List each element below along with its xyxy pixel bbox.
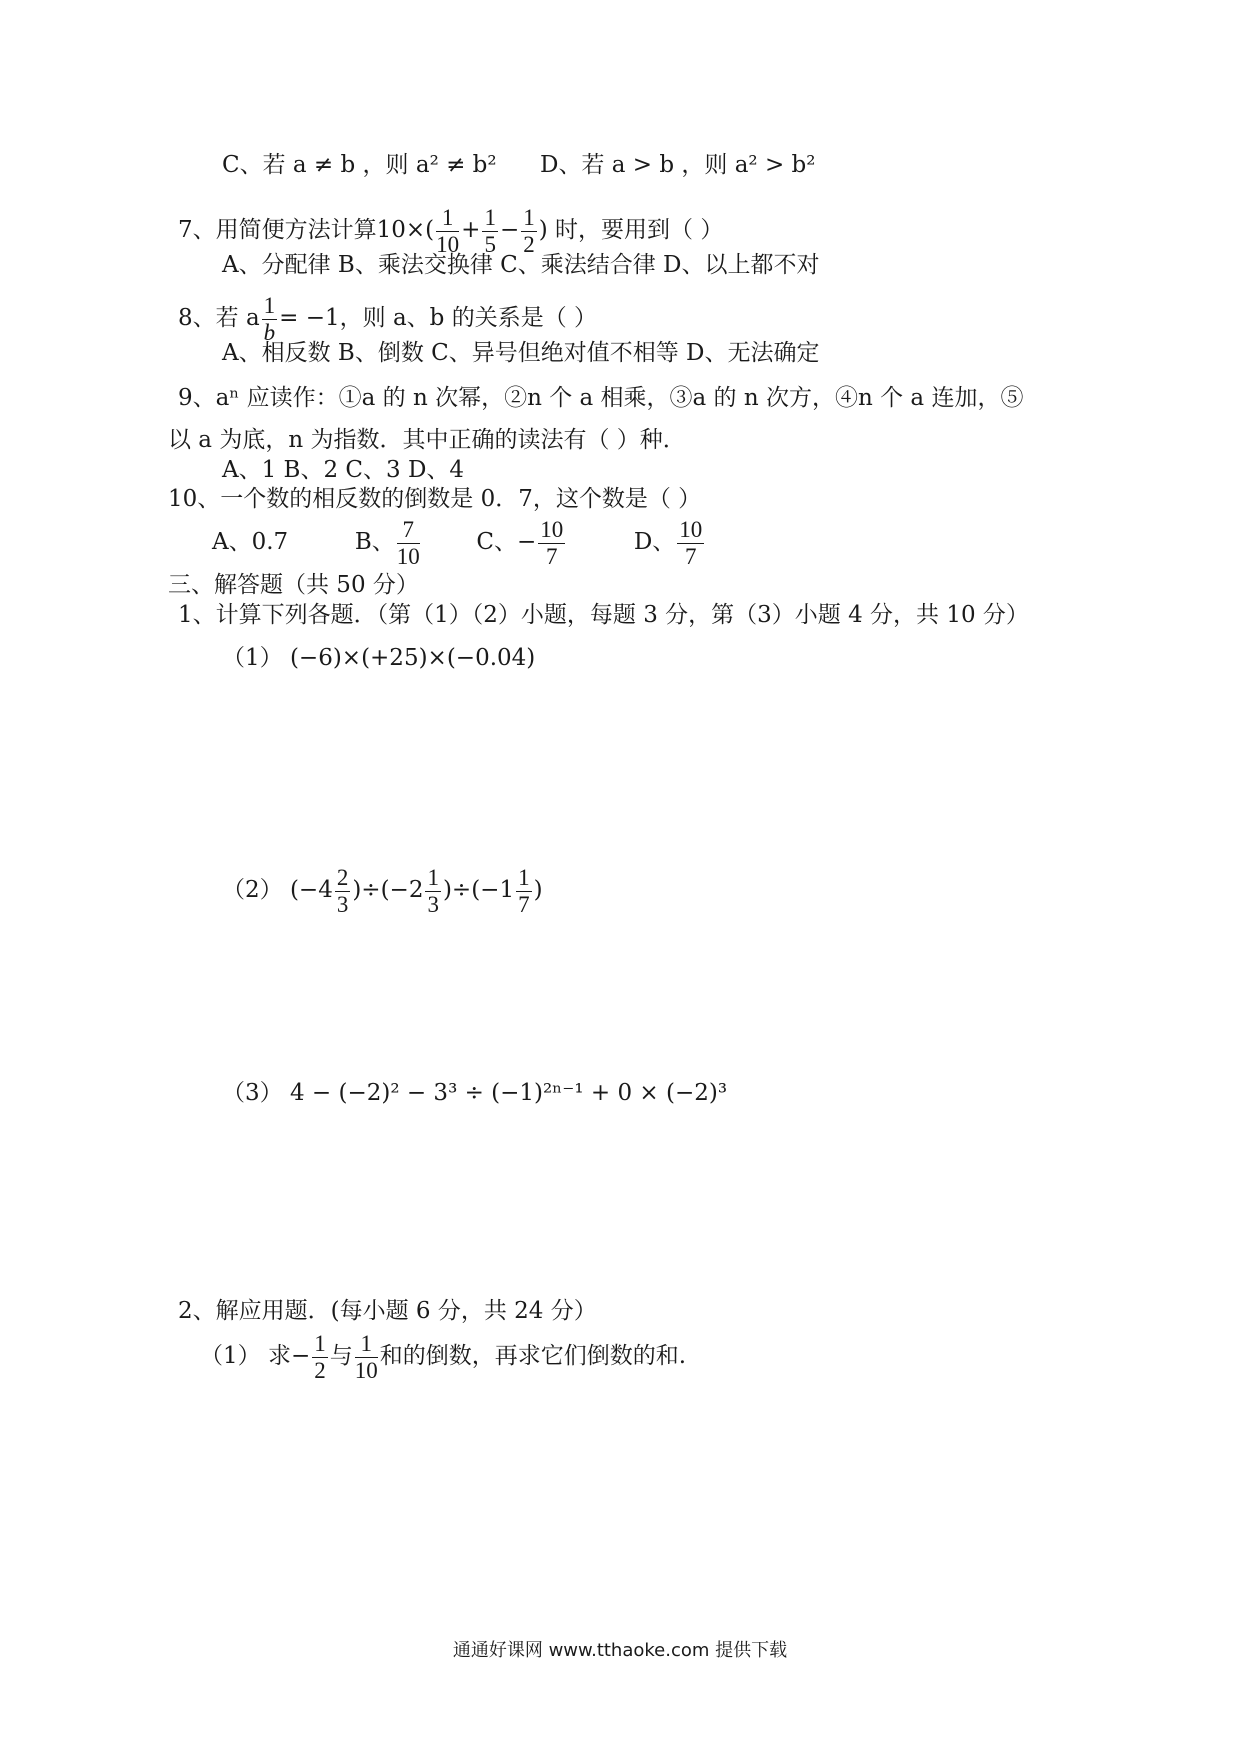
- q1-part3: （3） 4 − (−2)² − 3³ ÷ (−1)²ⁿ⁻¹ + 0 × (−2)³: [222, 1080, 728, 1106]
- q1-stem: 1、计算下列各题．（第（1）（2）小题，每题 3 分，第（3）小题 4 分，共 10 分）: [178, 602, 1029, 628]
- q1-part2-label: （2） (−4: [222, 877, 333, 903]
- q1-part2-frac-c: $\frac{1}{7}$: [518, 864, 530, 917]
- q8-frac: $\frac{1}{b}$: [263, 292, 276, 345]
- q1-part2-mid1: )÷(−2: [352, 877, 424, 903]
- q8-prefix: 8、若 a: [178, 305, 260, 331]
- q10-option-c-label: C、−: [476, 529, 537, 555]
- q9-line1: 9、aⁿ 应读作：①a 的 n 次幂，②n 个 a 相乘，③a 的 n 次方，④n 个 a 连加，⑤: [178, 385, 1024, 411]
- q7-frac-2: $\frac{1}{5}$: [484, 204, 496, 257]
- q7-expr-head: 10×(: [376, 217, 435, 243]
- q10-option-b-label: B、: [354, 529, 395, 555]
- q7-frac-1: $\frac{1}{10}$: [436, 204, 460, 257]
- q7-suffix: ) 时，要用到（ ）: [538, 217, 724, 243]
- q7-stem: 7、用简便方法计算10×( $\frac{1}{10}$ + $\frac{1}{5}$ − $\frac{1}{2}$ ) 时，要用到（ ）: [178, 204, 724, 257]
- section3-title: 三、解答题（共 50 分）: [168, 572, 419, 598]
- q10-option-d-frac: $\frac{10}{7}$: [679, 516, 703, 569]
- q7-prefix: 7、用简便方法计算: [178, 217, 377, 243]
- q10-option-c-frac: $\frac{10}{7}$: [540, 516, 564, 569]
- q2-part1-frac-a: $\frac{1}{2}$: [314, 1330, 326, 1383]
- q1-part2-frac-b: $\frac{1}{3}$: [427, 864, 439, 917]
- q8-options: A、相反数 B、倒数 C、异号但绝对值不相等 D、无法确定: [222, 340, 820, 366]
- q1-part2-mid2: )÷(−1: [442, 877, 515, 903]
- q7-frac-3: $\frac{1}{2}$: [523, 204, 535, 257]
- q1-part1: （1） (−6)×(+25)×(−0.04): [222, 645, 536, 671]
- q2-part1-frac-b: $\frac{1}{10}$: [354, 1330, 378, 1383]
- q7-options: A、分配律 B、乘法交换律 C、乘法结合律 D、以上都不对: [222, 252, 820, 278]
- q10-option-a: A、0.7: [212, 529, 289, 555]
- q9-options: A、1 B、2 C、3 D、4: [222, 457, 465, 483]
- q1-part2: [222, 862, 543, 918]
- q10-option-b-frac: $\frac{7}{10}$: [396, 516, 420, 569]
- q8-suffix: = −1，则 a、b 的关系是（ ）: [279, 305, 598, 331]
- q2-part1: [200, 1328, 686, 1384]
- q2-stem: 2、解应用题．(每小题 6 分，共 24 分）: [178, 1298, 597, 1324]
- q10-option-d-label: D、: [633, 529, 676, 555]
- q6-option-c: C、若 a ≠ b ，则 a² ≠ b²: [222, 152, 497, 178]
- q1-part2-end: ): [533, 877, 543, 903]
- q2-part1-label: （1） 求−: [200, 1343, 311, 1369]
- q9-line2: 以 a 为底，n 为指数．其中正确的读法有（ ）种．: [168, 427, 686, 453]
- q6-option-d: D、若 a > b ，则 a² > b²: [540, 152, 816, 178]
- q10-options: [212, 514, 706, 570]
- q2-part1-end: 和的倒数，再求它们倒数的和.: [379, 1343, 687, 1369]
- footer-source: 通通好课网 www.tthaoke.com 提供下载: [452, 1640, 788, 1661]
- q2-part1-mid: 与: [329, 1343, 353, 1369]
- q10-stem: 10、一个数的相反数的倒数是 0．7，这个数是（ ）: [168, 486, 702, 512]
- q1-part2-frac-a: $\frac{2}{3}$: [336, 864, 349, 917]
